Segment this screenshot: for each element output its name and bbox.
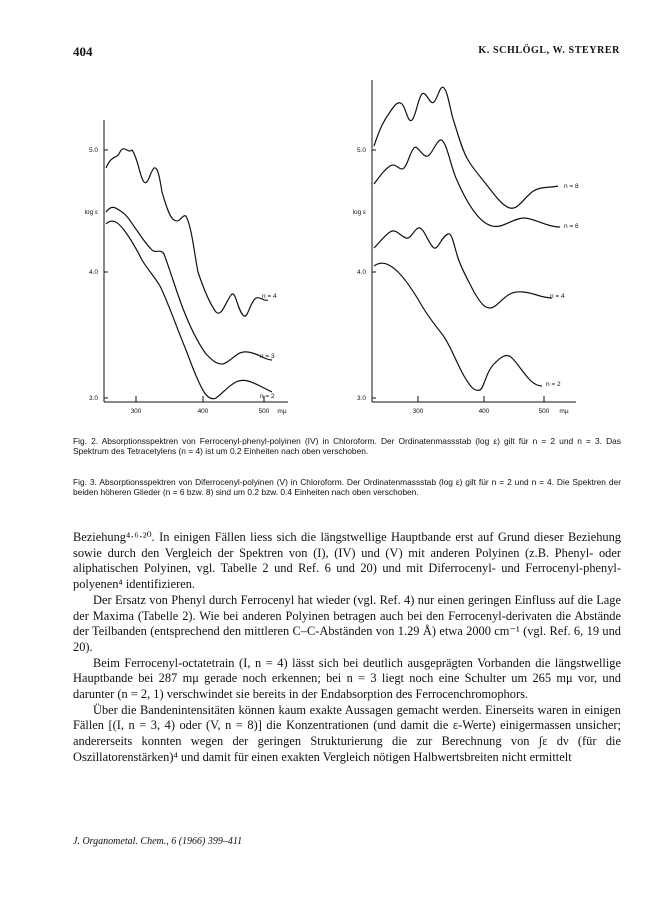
x-tick-label: 400 <box>478 408 490 415</box>
body-text <box>73 530 621 766</box>
running-head: K. SCHLÖGL, W. STEYRER <box>478 45 620 56</box>
page-header <box>73 44 620 60</box>
y-axis-label: log ε <box>352 209 366 216</box>
x-tick-label: 500 <box>538 408 550 415</box>
x-tick-label: 300 <box>412 408 424 415</box>
journal-citation: J. Organometal. Chem., 6 (1966) 399–411 <box>73 836 243 847</box>
spectrum-curve-n2 <box>374 263 542 390</box>
y-tick-label: 5.0 <box>356 147 366 154</box>
y-tick-label: 3.0 <box>356 395 366 402</box>
page-number: 404 <box>73 44 93 59</box>
paragraph: Über die Bandenintensitäten können kaum exakte Aussagen gemacht werden. Einerseits waren in einigen Fällen [(I, n = 3, 4) oder (V, n = 8)] die Konzentrationen (und damit die ε-Werte) einigermassen unsicher; andererseits konnten wegen der geringen Strukturierung die zur Berechnung von ∫ε dν (für die Oszillatorenstärken)⁴ und damit für einen exakten Vergleich nötigen Halbwertsbreiten nicht ermittelt <box>73 702 621 764</box>
curve-label: n = 2 <box>546 381 561 388</box>
y-tick-label: 4.0 <box>356 269 366 276</box>
curve-label: n = 2 <box>260 393 275 400</box>
curve-label: n = 6 <box>564 223 579 230</box>
figure-3-spectrum <box>344 80 604 425</box>
x-unit-label: mμ <box>277 408 287 415</box>
spectrum-curve-n2 <box>106 221 272 399</box>
spectrum-curve-n8 <box>374 87 558 208</box>
x-tick-label: 500 <box>258 408 270 415</box>
paragraph: Der Ersatz von Phenyl durch Ferrocenyl hat wieder (vgl. Ref. 4) nur einen geringen Einfluss auf die Lage der Maxima (Tabelle 2). Wie bei anderen Polyinen betragen auch bei den Ferrocenyl-derivaten die Abstände der Teilbanden (entsprechend den mittleren C–C-Abständen von 1.29 Å) etwa 2000 cm⁻¹ (vgl. Ref. 6, 19 und 20). <box>73 592 621 654</box>
y-tick-label: 3.0 <box>88 395 98 402</box>
curve-label: n = 8 <box>564 183 579 190</box>
curve-label: n = 3 <box>260 353 275 360</box>
curve-label: n = 4 <box>550 293 565 300</box>
figure-2-caption: Fig. 2. Absorptionsspektren von Ferrocenyl-phenyl-polyinen (IV) in Chloroform. Der Ordinatenmassstab (log ε) gilt für n = 2 und n = 3. Das Spektrum des Tetracetylens (n = 4) ist um 0.2 Einheiten nach oben verschoben. <box>73 436 621 457</box>
spectrum-curve-n4 <box>374 228 552 308</box>
y-tick-label: 5.0 <box>88 147 98 154</box>
paragraph: Beim Ferrocenyl-octatetrain (I, n = 4) lässt sich bei deutlich ausgeprägten Vorbanden die längstwellige Hauptbande bei 287 mμ gerade noch erkennen; bei n = 3 liegt noch eine Schulter um 265 mμ vor, und darunter (n = 2, 1) verschwindet sie bereits in der Endabsorption des Ferrocenchromophors. <box>73 655 621 702</box>
x-tick-label: 400 <box>197 408 209 415</box>
curve-label: n = 4 <box>262 293 277 300</box>
x-tick-label: 300 <box>130 408 142 415</box>
y-tick-label: 4.0 <box>88 269 98 276</box>
x-unit-label: mμ <box>559 408 569 415</box>
figure-3-caption: Fig. 3. Absorptionsspektren von Diferrocenyl-polyinen (V) in Chloroform. Der Ordinatenmassstab (log ε) gilt für n = 2 und n = 4. Die Spektren der beiden höheren Glieder (n = 6 bzw. 8) sind um 0.2 bzw. 0.4 Einheiten nach oben verschoben. <box>73 477 621 498</box>
spectrum-curve-n3 <box>106 207 272 364</box>
paragraph: Beziehung⁴·⁶·²⁰. In einigen Fällen liess sich die längstwellige Hauptbande erst auf Grund dieser Beziehung sowie durch den Vergleich der Spektren von (I), (IV) und (V) mit anderen Polyinen (z.B. Phenyl- oder aliphatischen Polyinen, vgl. Tabelle 2 und Ref. 6 und 20) und mit Diferrocenyl- und Ferrocenyl-phenyl-polyenen⁴ identifizieren. <box>73 530 621 592</box>
spectrum-curve-n6 <box>374 140 560 227</box>
y-axis-label: log ε <box>84 209 98 216</box>
spectrum-curve-n4 <box>106 149 268 316</box>
figure-2-spectrum <box>76 120 296 425</box>
